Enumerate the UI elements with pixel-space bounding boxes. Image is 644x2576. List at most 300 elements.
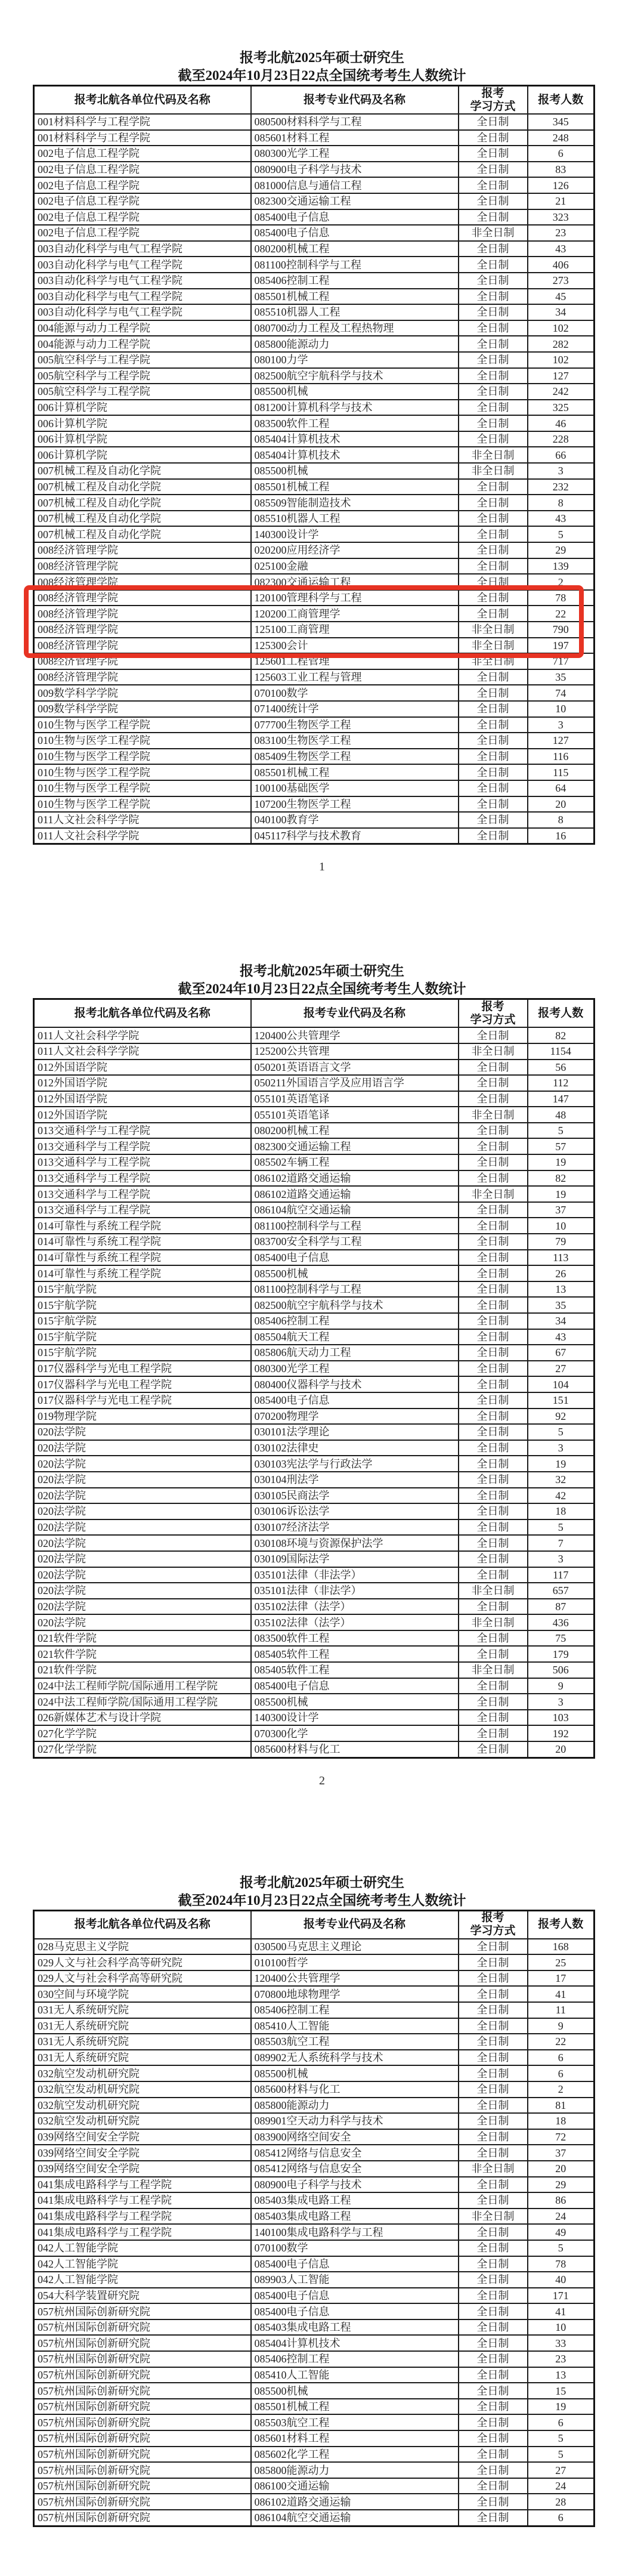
count-cell: 41 bbox=[528, 2303, 595, 2319]
unit-cell: 029人文与社会科学高等研究院 bbox=[34, 1970, 251, 1987]
unit-cell: 020法学院 bbox=[34, 1551, 251, 1567]
major-cell: 030102法律史 bbox=[251, 1440, 459, 1456]
unit-cell: 057杭州国际创新研究院 bbox=[34, 2462, 251, 2478]
mode-cell: 全日制 bbox=[459, 2129, 528, 2145]
mode-cell: 全日制 bbox=[459, 2335, 528, 2351]
unit-cell: 042人工智能学院 bbox=[34, 2272, 251, 2288]
unit-cell: 012外国语学院 bbox=[34, 1107, 251, 1123]
unit-cell: 054大科学装置研究院 bbox=[34, 2288, 251, 2304]
table-row bbox=[34, 2399, 595, 2415]
mode-cell: 非全日制 bbox=[459, 653, 528, 669]
count-cell: 5 bbox=[528, 1424, 595, 1440]
unit-cell: 005航空科学与工程学院 bbox=[34, 352, 251, 368]
table-row bbox=[34, 1986, 595, 2002]
major-cell: 107200生物医学工程 bbox=[251, 796, 459, 813]
table-row bbox=[34, 780, 595, 796]
mode-cell: 全日制 bbox=[459, 1345, 528, 1361]
count-cell: 6 bbox=[528, 2065, 595, 2081]
major-cell: 080200机械工程 bbox=[251, 241, 459, 257]
count-cell: 5 bbox=[528, 1519, 595, 1536]
mode-cell: 全日制 bbox=[459, 717, 528, 733]
mode-cell: 全日制 bbox=[459, 2240, 528, 2256]
count-cell: 72 bbox=[528, 2129, 595, 2145]
count-cell: 18 bbox=[528, 1503, 595, 1519]
major-cell: 085400电子信息 bbox=[251, 225, 459, 241]
unit-cell: 008经济管理学院 bbox=[34, 669, 251, 685]
table-row bbox=[34, 1361, 595, 1377]
mode-cell: 全日制 bbox=[459, 1361, 528, 1377]
mode-cell: 全日制 bbox=[459, 320, 528, 336]
major-cell: 081100控制科学与工程 bbox=[251, 257, 459, 273]
major-cell: 085403集成电路工程 bbox=[251, 2319, 459, 2336]
table-row bbox=[34, 1313, 595, 1329]
count-cell: 3 bbox=[528, 1440, 595, 1456]
table-row bbox=[34, 1107, 595, 1123]
major-cell: 050211外国语言学及应用语言学 bbox=[251, 1075, 459, 1091]
count-cell: 17 bbox=[528, 1970, 595, 1987]
table-row bbox=[34, 257, 595, 273]
count-cell: 3 bbox=[528, 1694, 595, 1710]
mode-cell: 非全日制 bbox=[459, 463, 528, 479]
mode-cell: 全日制 bbox=[459, 2002, 528, 2018]
table-header bbox=[34, 999, 595, 1028]
unit-cell: 015宇航学院 bbox=[34, 1329, 251, 1345]
major-cell: 030107经济法学 bbox=[251, 1519, 459, 1536]
unit-cell: 006计算机学院 bbox=[34, 415, 251, 431]
count-cell: 5 bbox=[528, 2240, 595, 2256]
count-cell: 5 bbox=[528, 2447, 595, 2463]
mode-cell: 全日制 bbox=[459, 780, 528, 796]
mode-cell: 全日制 bbox=[459, 479, 528, 495]
mode-cell: 全日制 bbox=[459, 400, 528, 416]
count-cell: 2 bbox=[528, 574, 595, 590]
table-row bbox=[34, 2256, 595, 2272]
major-cell: 085509智能制造技术 bbox=[251, 495, 459, 511]
table-row bbox=[34, 1202, 595, 1218]
mode-cell: 全日制 bbox=[459, 2462, 528, 2478]
count-cell: 34 bbox=[528, 1313, 595, 1329]
table-row bbox=[34, 1281, 595, 1298]
count-cell: 168 bbox=[528, 1939, 595, 1955]
page-subtitle: 截至2024年10月23日22点全国统考考生人数统计 bbox=[178, 981, 466, 997]
mode-cell: 全日制 bbox=[459, 146, 528, 162]
table-row bbox=[34, 1567, 595, 1583]
unit-cell: 032航空发动机研究院 bbox=[34, 2081, 251, 2098]
table-row bbox=[34, 1939, 595, 1955]
count-cell: 6 bbox=[528, 2414, 595, 2430]
col-header-unit: 报考北航各单位代码及名称 bbox=[34, 1910, 251, 1939]
mode-cell: 全日制 bbox=[459, 2192, 528, 2209]
major-cell: 085510机器人工程 bbox=[251, 511, 459, 527]
table-row bbox=[34, 1123, 595, 1139]
table-row bbox=[34, 1472, 595, 1488]
major-cell: 085400电子信息 bbox=[251, 2303, 459, 2319]
table-row bbox=[34, 1614, 595, 1630]
unit-cell: 029人文与社会科学高等研究院 bbox=[34, 1954, 251, 1970]
mode-cell: 全日制 bbox=[459, 2018, 528, 2034]
major-cell: 082500航空宇航科学与技术 bbox=[251, 368, 459, 384]
table-row bbox=[34, 2303, 595, 2319]
count-cell: 67 bbox=[528, 1345, 595, 1361]
unit-cell: 057杭州国际创新研究院 bbox=[34, 2430, 251, 2447]
mode-cell: 全日制 bbox=[459, 2351, 528, 2367]
major-cell: 025100金融 bbox=[251, 558, 459, 574]
count-cell: 22 bbox=[528, 2034, 595, 2050]
unit-cell: 020法学院 bbox=[34, 1503, 251, 1519]
table-row bbox=[34, 1186, 595, 1202]
count-cell: 282 bbox=[528, 336, 595, 352]
count-cell: 75 bbox=[528, 1630, 595, 1647]
major-cell: 081000信息与通信工程 bbox=[251, 177, 459, 193]
major-cell: 085405软件工程 bbox=[251, 1646, 459, 1662]
unit-cell: 057杭州国际创新研究院 bbox=[34, 2414, 251, 2430]
mode-cell: 全日制 bbox=[459, 685, 528, 701]
page-number: 1 bbox=[319, 860, 325, 874]
unit-cell: 042人工智能学院 bbox=[34, 2256, 251, 2272]
major-cell: 080200机械工程 bbox=[251, 1123, 459, 1139]
major-cell: 085404计算机技术 bbox=[251, 447, 459, 463]
mode-cell: 全日制 bbox=[459, 384, 528, 400]
count-cell: 57 bbox=[528, 1138, 595, 1154]
major-cell: 085501机械工程 bbox=[251, 764, 459, 780]
count-cell: 34 bbox=[528, 304, 595, 320]
table-row bbox=[34, 1218, 595, 1234]
mode-cell: 非全日制 bbox=[459, 447, 528, 463]
unit-cell: 001材料科学与工程学院 bbox=[34, 130, 251, 146]
table-row bbox=[34, 2145, 595, 2161]
major-cell: 035101法律（非法学） bbox=[251, 1583, 459, 1599]
major-cell: 086104航空交通运输 bbox=[251, 2510, 459, 2526]
major-cell: 083700安全科学与工程 bbox=[251, 1234, 459, 1250]
mode-cell: 全日制 bbox=[459, 1138, 528, 1154]
count-cell: 41 bbox=[528, 1986, 595, 2002]
col-header-count: 报考人数 bbox=[528, 86, 595, 115]
unit-cell: 057杭州国际创新研究院 bbox=[34, 2510, 251, 2526]
mode-cell: 全日制 bbox=[459, 1954, 528, 1970]
unit-cell: 032航空发动机研究院 bbox=[34, 2098, 251, 2114]
count-cell: 37 bbox=[528, 1202, 595, 1218]
mode-cell: 全日制 bbox=[459, 1027, 528, 1043]
major-cell: 077700生物医学工程 bbox=[251, 717, 459, 733]
table-row bbox=[34, 1646, 595, 1662]
count-cell: 43 bbox=[528, 511, 595, 527]
major-cell: 010100哲学 bbox=[251, 1954, 459, 1970]
count-cell: 22 bbox=[528, 606, 595, 622]
mode-cell: 全日制 bbox=[459, 2272, 528, 2288]
table-row bbox=[34, 415, 595, 431]
table-header bbox=[34, 86, 595, 115]
major-cell: 030104刑法学 bbox=[251, 1472, 459, 1488]
count-cell: 25 bbox=[528, 1954, 595, 1970]
table-row bbox=[34, 764, 595, 780]
table-row bbox=[34, 2510, 595, 2526]
table-row bbox=[34, 2192, 595, 2209]
table-row bbox=[34, 2478, 595, 2494]
mode-cell: 全日制 bbox=[459, 1567, 528, 1583]
count-cell: 46 bbox=[528, 415, 595, 431]
mode-cell: 全日制 bbox=[459, 1440, 528, 1456]
unit-cell: 057杭州国际创新研究院 bbox=[34, 2367, 251, 2383]
count-cell: 171 bbox=[528, 2288, 595, 2304]
unit-cell: 012外国语学院 bbox=[34, 1060, 251, 1076]
count-cell: 5 bbox=[528, 526, 595, 542]
table-row bbox=[34, 1376, 595, 1392]
mode-cell: 全日制 bbox=[459, 1970, 528, 1987]
count-cell: 19 bbox=[528, 1456, 595, 1472]
table-row bbox=[34, 352, 595, 368]
unit-cell: 014可靠性与系统工程学院 bbox=[34, 1218, 251, 1234]
major-cell: 081100控制科学与工程 bbox=[251, 1281, 459, 1298]
count-cell: 6 bbox=[528, 2050, 595, 2066]
count-cell: 19 bbox=[528, 2399, 595, 2415]
col-header-major: 报考专业代码及名称 bbox=[251, 86, 459, 115]
table-row bbox=[34, 1138, 595, 1154]
mode-cell: 全日制 bbox=[459, 2113, 528, 2129]
table-row bbox=[34, 273, 595, 289]
table-row bbox=[34, 2050, 595, 2066]
table-row bbox=[34, 2351, 595, 2367]
table-row bbox=[34, 2098, 595, 2114]
count-cell: 104 bbox=[528, 1376, 595, 1392]
table-row bbox=[34, 2129, 595, 2145]
count-cell: 23 bbox=[528, 2351, 595, 2367]
table-row bbox=[34, 558, 595, 574]
major-cell: 085500机械 bbox=[251, 463, 459, 479]
count-cell: 5 bbox=[528, 1123, 595, 1139]
major-cell: 140300设计学 bbox=[251, 1710, 459, 1726]
mode-cell: 全日制 bbox=[459, 2081, 528, 2098]
mode-cell: 全日制 bbox=[459, 2414, 528, 2430]
count-cell: 43 bbox=[528, 1329, 595, 1345]
unit-cell: 020法学院 bbox=[34, 1519, 251, 1536]
major-cell: 085501机械工程 bbox=[251, 2399, 459, 2415]
table-row bbox=[34, 2367, 595, 2383]
major-cell: 082300交通运输工程 bbox=[251, 1138, 459, 1154]
unit-cell: 026新媒体艺术与设计学院 bbox=[34, 1710, 251, 1726]
unit-cell: 011人文社会科学学院 bbox=[34, 812, 251, 828]
unit-cell: 031无人系统研究院 bbox=[34, 2050, 251, 2066]
table-row bbox=[34, 1424, 595, 1440]
major-cell: 085504航天工程 bbox=[251, 1329, 459, 1345]
unit-cell: 006计算机学院 bbox=[34, 447, 251, 463]
table-body bbox=[34, 114, 595, 844]
mode-cell: 全日制 bbox=[459, 257, 528, 273]
unit-cell: 057杭州国际创新研究院 bbox=[34, 2319, 251, 2336]
unit-cell: 003自动化科学与电气工程学院 bbox=[34, 289, 251, 305]
major-cell: 030500马克思主义理论 bbox=[251, 1939, 459, 1955]
major-cell: 030108环境与资源保护法学 bbox=[251, 1535, 459, 1551]
mode-cell: 全日制 bbox=[459, 2034, 528, 2050]
count-cell: 127 bbox=[528, 368, 595, 384]
major-cell: 080400仪器科学与技术 bbox=[251, 1376, 459, 1392]
mode-cell: 全日制 bbox=[459, 289, 528, 305]
unit-cell: 006计算机学院 bbox=[34, 400, 251, 416]
unit-cell: 024中法工程师学院/国际通用工程学院 bbox=[34, 1694, 251, 1710]
unit-cell: 057杭州国际创新研究院 bbox=[34, 2494, 251, 2510]
major-cell: 085406控制工程 bbox=[251, 2351, 459, 2367]
mode-cell: 全日制 bbox=[459, 749, 528, 765]
mode-cell: 全日制 bbox=[459, 1250, 528, 1266]
major-cell: 140300设计学 bbox=[251, 526, 459, 542]
table-row bbox=[34, 2288, 595, 2304]
mode-cell: 非全日制 bbox=[459, 1614, 528, 1630]
table-row bbox=[34, 1329, 595, 1345]
mode-cell: 非全日制 bbox=[459, 2209, 528, 2225]
table-row bbox=[34, 1091, 595, 1107]
count-cell: 406 bbox=[528, 257, 595, 273]
table-row bbox=[34, 1725, 595, 1741]
count-cell: 112 bbox=[528, 1075, 595, 1091]
mode-cell: 全日制 bbox=[459, 336, 528, 352]
count-cell: 20 bbox=[528, 2161, 595, 2177]
major-cell: 083900网络空间安全 bbox=[251, 2129, 459, 2145]
mode-cell: 全日制 bbox=[459, 1409, 528, 1425]
unit-cell: 008经济管理学院 bbox=[34, 542, 251, 558]
unit-cell: 057杭州国际创新研究院 bbox=[34, 2383, 251, 2399]
major-cell: 085400电子信息 bbox=[251, 209, 459, 226]
table-row bbox=[34, 431, 595, 447]
major-cell: 050201英语语言文学 bbox=[251, 1060, 459, 1076]
unit-cell: 007机械工程及自动化学院 bbox=[34, 463, 251, 479]
unit-cell: 011人文社会科学学院 bbox=[34, 1027, 251, 1043]
major-cell: 081100控制科学与工程 bbox=[251, 1218, 459, 1234]
unit-cell: 009数学科学学院 bbox=[34, 685, 251, 701]
unit-cell: 010生物与医学工程学院 bbox=[34, 764, 251, 780]
count-cell: 74 bbox=[528, 685, 595, 701]
major-cell: 085601材料工程 bbox=[251, 2430, 459, 2447]
mode-cell: 全日制 bbox=[459, 1154, 528, 1170]
unit-cell: 014可靠性与系统工程学院 bbox=[34, 1234, 251, 1250]
mode-cell: 全日制 bbox=[459, 1265, 528, 1281]
page-title: 报考北航2025年硕士研究生 bbox=[240, 963, 404, 979]
count-cell: 92 bbox=[528, 1409, 595, 1425]
applicants-table-1 bbox=[33, 85, 595, 845]
unit-cell: 032航空发动机研究院 bbox=[34, 2065, 251, 2081]
major-cell: 085410人工智能 bbox=[251, 2018, 459, 2034]
count-cell: 78 bbox=[528, 590, 595, 606]
major-cell: 080700动力工程及工程热物理 bbox=[251, 320, 459, 336]
count-cell: 113 bbox=[528, 1250, 595, 1266]
major-cell: 085400电子信息 bbox=[251, 2288, 459, 2304]
mode-cell: 全日制 bbox=[459, 1630, 528, 1647]
major-cell: 085403集成电路工程 bbox=[251, 2192, 459, 2209]
count-cell: 248 bbox=[528, 130, 595, 146]
mode-cell: 全日制 bbox=[459, 352, 528, 368]
count-cell: 3 bbox=[528, 717, 595, 733]
count-cell: 6 bbox=[528, 2510, 595, 2526]
mode-cell: 全日制 bbox=[459, 2319, 528, 2336]
major-cell: 085602化学工程 bbox=[251, 2447, 459, 2463]
major-cell: 120400公共管理学 bbox=[251, 1027, 459, 1043]
unit-cell: 041集成电路科学与工程学院 bbox=[34, 2177, 251, 2193]
major-cell: 083500软件工程 bbox=[251, 1630, 459, 1647]
unit-cell: 019物理学院 bbox=[34, 1409, 251, 1425]
major-cell: 055101英语笔译 bbox=[251, 1091, 459, 1107]
unit-cell: 012外国语学院 bbox=[34, 1091, 251, 1107]
mode-cell: 全日制 bbox=[459, 606, 528, 622]
count-cell: 19 bbox=[528, 1154, 595, 1170]
major-cell: 030101法学理论 bbox=[251, 1424, 459, 1440]
major-cell: 125100工商管理 bbox=[251, 622, 459, 638]
page-1 bbox=[0, 0, 644, 873]
count-cell: 10 bbox=[528, 2319, 595, 2336]
mode-cell: 全日制 bbox=[459, 304, 528, 320]
major-cell: 085500机械 bbox=[251, 1694, 459, 1710]
mode-cell: 全日制 bbox=[459, 1424, 528, 1440]
mode-cell: 全日制 bbox=[459, 1986, 528, 2002]
unit-cell: 007机械工程及自动化学院 bbox=[34, 479, 251, 495]
mode-cell: 非全日制 bbox=[459, 622, 528, 638]
table-row bbox=[34, 1043, 595, 1060]
count-cell: 179 bbox=[528, 1646, 595, 1662]
major-cell: 085510机器人工程 bbox=[251, 304, 459, 320]
table-wrap-1 bbox=[33, 85, 593, 845]
header-row bbox=[34, 999, 595, 1028]
count-cell: 102 bbox=[528, 320, 595, 336]
mode-cell: 全日制 bbox=[459, 162, 528, 178]
count-cell: 49 bbox=[528, 2224, 595, 2240]
table-row bbox=[34, 1060, 595, 1076]
major-cell: 085412网络与信息安全 bbox=[251, 2145, 459, 2161]
page-subtitle: 截至2024年10月23日22点全国统考考生人数统计 bbox=[178, 68, 466, 83]
mode-cell: 全日制 bbox=[459, 209, 528, 226]
table-row bbox=[34, 177, 595, 193]
major-cell: 085500机械 bbox=[251, 1265, 459, 1281]
mode-cell: 全日制 bbox=[459, 1234, 528, 1250]
major-cell: 070200物理学 bbox=[251, 1409, 459, 1425]
unit-cell: 020法学院 bbox=[34, 1440, 251, 1456]
major-cell: 085800能源动力 bbox=[251, 2098, 459, 2114]
count-cell: 147 bbox=[528, 1091, 595, 1107]
unit-cell: 003自动化科学与电气工程学院 bbox=[34, 273, 251, 289]
major-cell: 040100教育学 bbox=[251, 812, 459, 828]
mode-cell: 全日制 bbox=[459, 2145, 528, 2161]
table-row bbox=[34, 320, 595, 336]
major-cell: 085404计算机技术 bbox=[251, 431, 459, 447]
unit-cell: 008经济管理学院 bbox=[34, 590, 251, 606]
count-cell: 9 bbox=[528, 1678, 595, 1694]
unit-cell: 012外国语学院 bbox=[34, 1075, 251, 1091]
mode-cell: 全日制 bbox=[459, 1503, 528, 1519]
mode-cell: 全日制 bbox=[459, 590, 528, 606]
col-header-mode: 报考 学习方式 bbox=[459, 86, 528, 115]
table-row bbox=[34, 1234, 595, 1250]
count-cell: 8 bbox=[528, 812, 595, 828]
mode-cell: 全日制 bbox=[459, 558, 528, 574]
table-row bbox=[34, 1488, 595, 1504]
table-row bbox=[34, 1297, 595, 1313]
table-row bbox=[34, 2272, 595, 2288]
table-row bbox=[34, 526, 595, 542]
mode-cell: 全日制 bbox=[459, 511, 528, 527]
count-cell: 115 bbox=[528, 764, 595, 780]
table-header bbox=[34, 1910, 595, 1939]
table-row bbox=[34, 653, 595, 669]
table-row bbox=[34, 1551, 595, 1567]
unit-cell: 007机械工程及自动化学院 bbox=[34, 526, 251, 542]
table-row bbox=[34, 463, 595, 479]
table-row bbox=[34, 1170, 595, 1187]
table-row bbox=[34, 574, 595, 590]
table-row bbox=[34, 209, 595, 226]
page-subtitle: 截至2024年10月23日22点全国统考考生人数统计 bbox=[178, 1892, 466, 1908]
count-cell: 228 bbox=[528, 431, 595, 447]
table-row bbox=[34, 1456, 595, 1472]
major-cell: 030105民商法学 bbox=[251, 1488, 459, 1504]
mode-cell: 全日制 bbox=[459, 701, 528, 717]
count-cell: 29 bbox=[528, 542, 595, 558]
unit-cell: 041集成电路科学与工程学院 bbox=[34, 2209, 251, 2225]
